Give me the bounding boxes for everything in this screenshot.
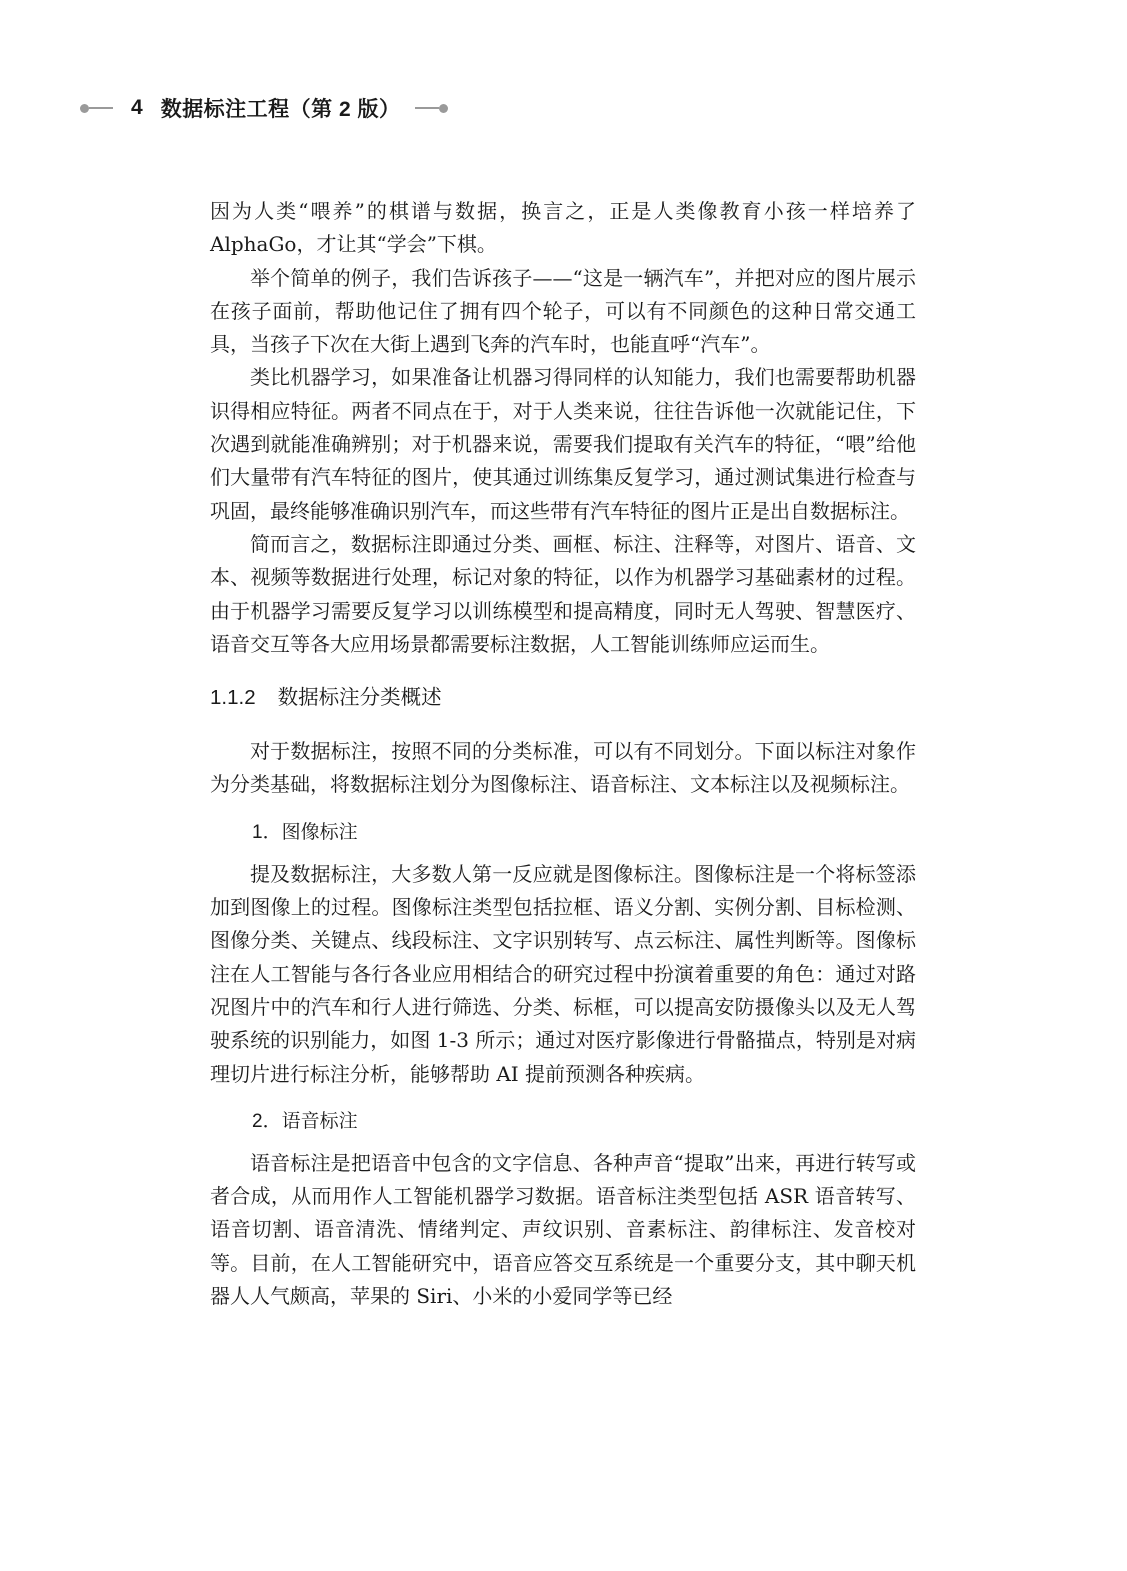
paragraph: 类比机器学习，如果准备让机器习得同样的认知能力，我们也需要帮助机器识得相应特征。两者不同点在于，对于人类来说，往往告诉他一次就能记住，下次遇到就能准确辨别；对于机器来说，需要我们提取有关汽车的特征，“喂”给他们大量带有汽车特征的图片，使其通过训练集反复学习，通过测试集进行检查与巩固，最终能够准确识别汽车，而这些带有汽车特征的图片正是出自数据标注。 (210, 365, 916, 523)
paragraph: 语音标注是把语音中包含的文字信息、各种声音“提取”出来，再进行转写或者合成，从而用作人工智能机器学习数据。语音标注类型包括 ASR 语音转写、语音切割、语音清洗、情绪判定、声纹识别、音素标注、韵律标注、发音校对等。目前，在人工智能研究中，语音应答交互系统是一个重要分支，其中聊天机器人人气颇高，苹果的 Siri、小米的小爱同学等已经 (210, 1150, 916, 1309)
paragraph: 举个简单的例子，我们告诉孩子——“这是一辆汽车”，并把对应的图片展示在孩子面前，帮助他记住了拥有四个轮子，可以有不同颜色的这种日常交通工具，当孩子下次在大街上遇到飞奔的汽车时，也能直呼“汽车”。 (210, 265, 916, 357)
section-heading (210, 683, 916, 713)
section-number: 1.1.2 (210, 686, 256, 710)
paragraph: 因为人类“喂养”的棋谱与数据，换言之，正是人类像教育小孩一样培养了 AlphaGo，才让其“学会”下棋。 (210, 199, 916, 257)
header-dot-icon (80, 104, 89, 113)
subsection-heading-speech: 2．语音标注 (252, 1110, 358, 1132)
paragraph: 对于数据标注，按照不同的分类标准，可以有不同划分。下面以标注对象作为分类基础，将数据标注划分为图像标注、语音标注、文本标注以及视频标注。 (210, 739, 916, 797)
page-body (210, 195, 916, 1313)
paragraph: 简而言之，数据标注即通过分类、画框、标注、注释等，对图片、语音、文本、视频等数据进行处理，标记对象的特征，以作为机器学习基础素材的过程。由于机器学习需要反复学习以训练模型和提高精度，同时无人驾驶、智慧医疗、语音交互等各大应用场景都需要标注数据，人工智能训练师应运而生。 (210, 531, 916, 656)
header-rule-left (80, 104, 113, 113)
subsection-heading-image: 1．图像标注 (252, 821, 358, 843)
book-title: 数据标注工程（第 2 版） (160, 98, 401, 121)
section-title: 数据标注分类概述 (277, 686, 442, 710)
header-rule-right (415, 104, 448, 113)
paragraph: 提及数据标注，大多数人第一反应就是图像标注。图像标注是一个将标签添加到图像上的过程。图像标注类型包括拉框、语义分割、实例分割、目标检测、图像分类、关键点、线段标注、文字识别转写、点云标注、属性判断等。图像标注在人工智能与各行各业应用相结合的研究过程中扮演着重要的角色：通过对路况图片中的汽车和行人进行筛选、分类、标框，可以提高安防摄像头以及无人驾驶系统的识别能力，如图 1-3 所示；通过对医疗影像进行骨骼描点，特别是对病理切片进行标注分析，能够帮助 AI 提前预测各种疾病。 (210, 861, 916, 1086)
page-number: 4 (131, 96, 143, 119)
header-dot-icon (439, 104, 448, 113)
running-header (80, 88, 448, 128)
